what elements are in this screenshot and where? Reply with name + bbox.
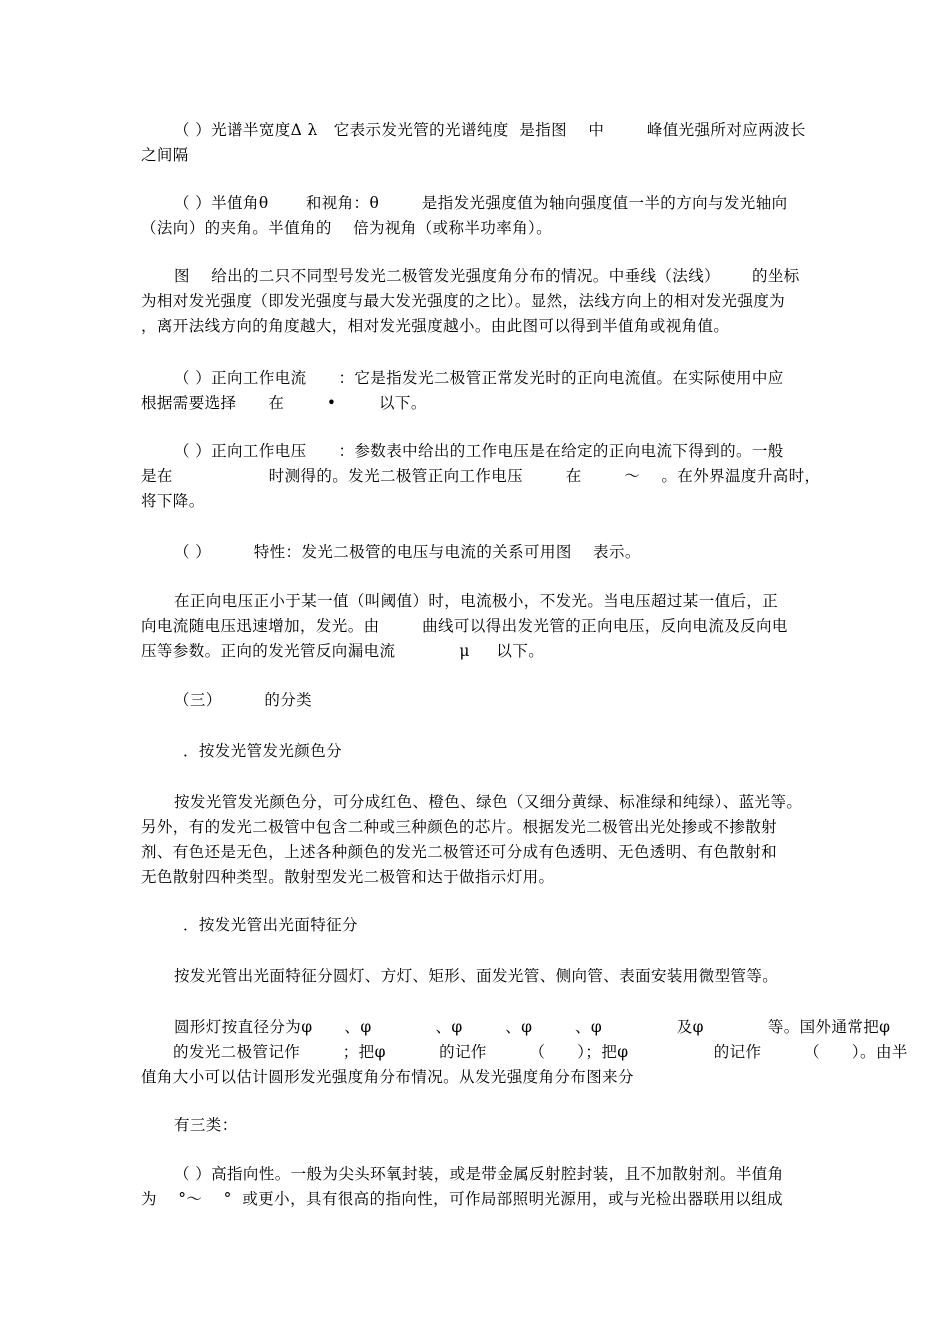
paragraph-round-line-3: 值角大小可以估计圆形发光强度角分布情况。从发光强度角分布图来分 [141,1068,634,1086]
paragraph-color-line-3: 剂、有色还是无色，上述各种颜色的发光二极管还可分成有色透明、无色透明、有色散射和 [141,843,778,861]
section-heading-classification: （三） 的分类 [174,691,313,709]
paragraph-threshold-line-2: 向电流随电压迅速增加，发光。由 曲线可以得出发光管的正向电压，反向电流及反向电 [141,617,788,635]
paragraph-figure-line-1: 图 给出的二只不同型号发光二极管发光强度角分布的情况。中垂线（法线） 的坐标 [174,267,800,285]
paragraph-forward-voltage-line-3: 将下降。 [141,492,205,510]
paragraph-forward-current-line-1: （ ）正向工作电流 ：它是指发光二极管正常发光时的正向电流值。在实际使用中应 [174,369,784,387]
paragraph-high-directivity-line-2: 为 °～ ° 或更小，具有很高的指向性，可作局部照明光源用，或与光检出器联用以组成 [141,1190,783,1208]
paragraph-color-line-1: 按发光管发光颜色分，可分成红色、橙色、绿色（又细分黄绿、标准绿和纯绿）、蓝光等。 [174,793,803,811]
paragraph-round-line-2: 的发光二极管记作 ；把φ 的记作 （ ）；把φ 的记作 （ ）。由半 [141,1043,908,1061]
paragraph-figure-line-3: ，离开法线方向的角度越大，相对发光强度越小。由此图可以得到半值角或视角值。 [141,317,730,335]
paragraph-spectral-width-line-2: 之间隔 [141,146,189,164]
paragraph-round-line-1: 圆形灯按直径分为φ 、φ 、φ 、φ 、φ 及φ 等。国外通常把φ [174,1018,891,1036]
paragraph-forward-current-line-2: 根据需要选择 在 • 以下。 [141,394,427,412]
paragraph-threshold-line-3: 压等参数。正向的发光管反向漏电流 μ 以下。 [141,642,545,660]
paragraph-spectral-width-line-1: （ ）光谱半宽度Δ λ 它表示发光管的光谱纯度 是指图 中 峰值光强所对应两波长 [174,121,806,139]
paragraph-figure-line-2: 为相对发光强度（即发光强度与最大发光强度的之比）。显然，法线方向上的相对发光强度为 [141,292,786,310]
paragraph-half-angle-line-1: （ ）半值角θ 和视角：θ 是指发光强度值为轴向强度值一半的方向与发光轴向 [174,194,788,212]
paragraph-forward-voltage-line-1: （ ）正向工作电压 ：参数表中给出的工作电压是在给定的正向电流下得到的。一般 [174,442,784,460]
subheading-by-color: ．按发光管发光颜色分 [183,742,343,760]
paragraph-characteristic: （ ） 特性：发光二极管的电压与电流的关系可用图 表示。 [174,543,641,561]
paragraph-threshold-line-1: 在正向电压正小于某一值（叫阈值）时，电流极小，不发光。当电压超过某一值后，正 [174,592,779,610]
paragraph-surface: 按发光管出光面特征分圆灯、方灯、矩形、面发光管、侧向管、表面安装用微型管等。 [174,967,779,985]
paragraph-color-line-4: 无色散射四种类型。散射型发光二极管和达于做指示灯用。 [141,868,555,886]
paragraph-high-directivity-line-1: （ ）高指向性。一般为尖头环氧封装，或是带金属反射腔封装，且不加散射剂。半值角 [174,1165,784,1183]
paragraph-half-angle-line-2: （法向）的夹角。半值角的 倍为视角（或称半功率角）。 [141,219,553,237]
subheading-by-surface: ．按发光管出光面特征分 [183,916,358,934]
paragraph-color-line-2: 另外，有的发光二极管中包含二种或三种颜色的芯片。根据发光二极管出光处掺或不掺散射 [141,818,778,836]
paragraph-three-types: 有三类： [174,1116,238,1134]
paragraph-forward-voltage-line-2: 是在 时测得的。发光二极管正向工作电压 在 ～ 。在外界温度升高时， [141,467,821,485]
